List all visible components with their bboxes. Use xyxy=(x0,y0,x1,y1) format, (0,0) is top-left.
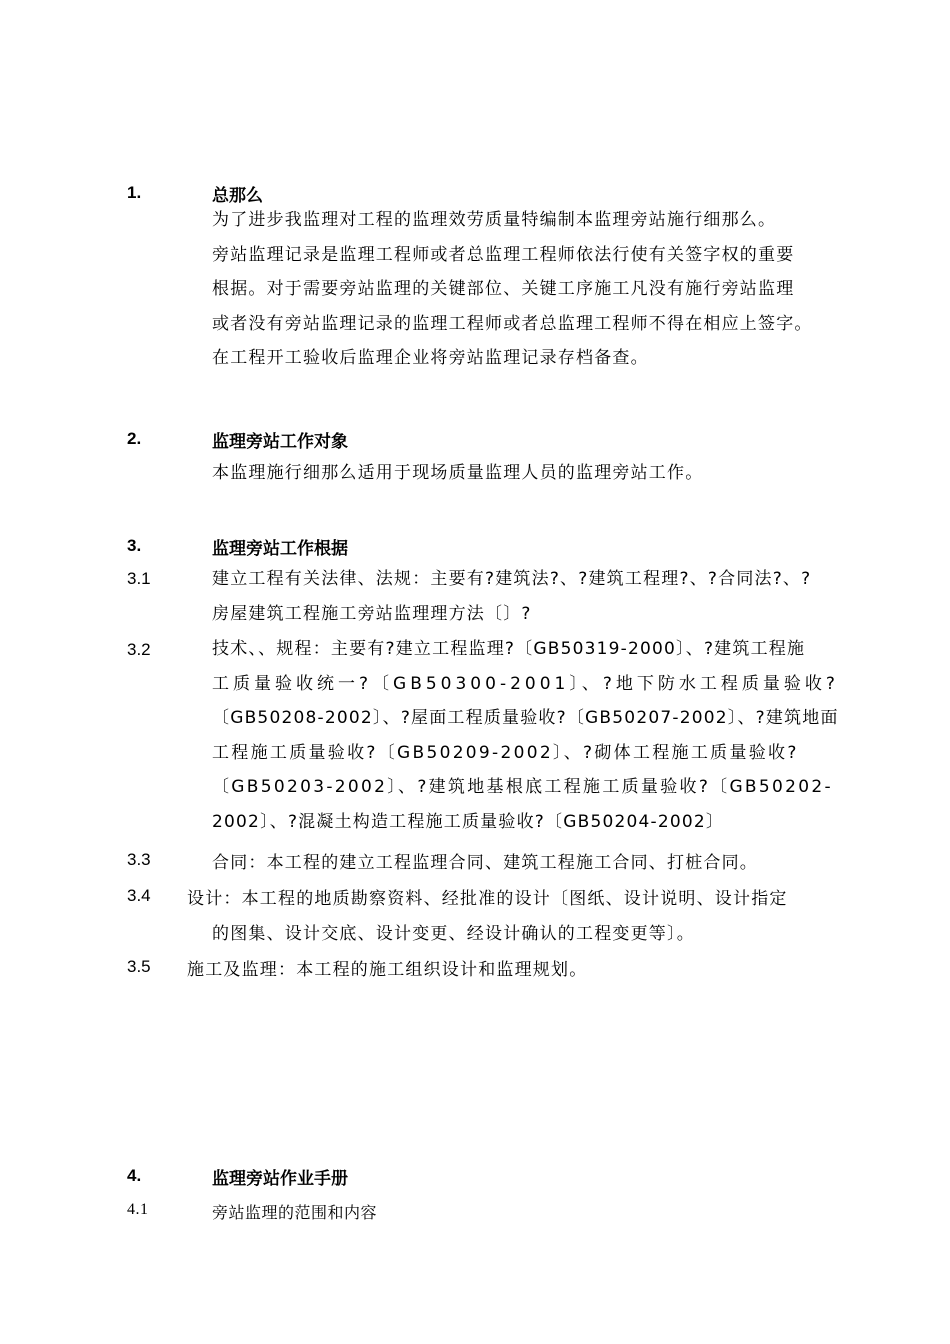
item-3-2-body xyxy=(212,632,839,839)
section-1-title: 总那么 xyxy=(212,186,263,206)
item-line: 〔GB50208-2002〕、?屋面工程质量验收?〔GB50207-2002〕、?建筑地面 xyxy=(212,708,839,728)
item-3-5-text: 施工及监理：本工程的施工组织设计和监理规划。 xyxy=(187,960,588,980)
section-1-body xyxy=(212,203,813,376)
item-3-2-number: 3.2 xyxy=(127,640,151,659)
section-1-number: 1. xyxy=(127,183,142,202)
section-2-number: 2. xyxy=(127,429,142,448)
section-3-number: 3. xyxy=(127,536,142,555)
item-3-1-number: 3.1 xyxy=(127,569,151,588)
section-2-title: 监理旁站工作对象 xyxy=(212,432,348,452)
paragraph-line: 根据。对于需要旁站监理的关键部位、关键工序施工凡没有施行旁站监理 xyxy=(212,279,795,299)
paragraph-line: 为了进步我监理对工程的监理效劳质量特编制本监理旁站施行细那么。 xyxy=(212,210,777,230)
item-line: 房屋建筑工程施工旁站监理理方法〔〕? xyxy=(212,603,532,624)
item-3-3-number: 3.3 xyxy=(127,850,151,869)
section-4-number: 4. xyxy=(127,1166,142,1185)
item-3-1-body xyxy=(212,562,811,631)
item-4-1-text: 旁站监理的范围和内容 xyxy=(212,1203,378,1222)
paragraph-line: 旁站监理记录是监理工程师或者总监理工程师依法行使有关签字权的重要 xyxy=(212,244,795,265)
section-3-title: 监理旁站工作根据 xyxy=(212,539,348,559)
section-2-body xyxy=(212,456,703,491)
item-3-3-text: 合同：本工程的建立工程监理合同、建筑工程施工合同、打桩合同。 xyxy=(212,853,758,873)
section-4-title: 监理旁站作业手册 xyxy=(212,1169,348,1189)
item-3-4-line-1: 设计：本工程的地质勘察资料、经批准的设计〔图纸、设计说明、设计指定 xyxy=(187,889,788,909)
item-line: 工程施工质量验收?〔GB50209-2002〕、?砌体工程施工质量验收? xyxy=(212,742,799,763)
item-3-4-number: 3.4 xyxy=(127,886,151,905)
paragraph-line: 在工程开工验收后监理企业将旁站监理记录存档备查。 xyxy=(212,348,649,368)
item-line: 技术、、规程：主要有?建立工程监理?〔GB50319-2000〕、?建筑工程施 xyxy=(212,639,806,659)
item-line: 〔GB50203-2002〕、?建筑地基根底工程施工质量验收?〔GB50202- xyxy=(212,777,833,797)
paragraph-line: 或者没有旁站监理记录的监理工程师或者总监理工程师不得在相应上签字。 xyxy=(212,313,813,334)
item-line: 工质量验收统一?〔GB50300-2001〕、?地下防水工程质量验收? xyxy=(212,673,839,694)
item-line: 2002〕、?混凝土构造工程施工质量验收?〔GB50204-2002〕 xyxy=(212,811,725,832)
item-3-5-number: 3.5 xyxy=(127,957,151,976)
item-3-4-line-2: 的图集、设计交底、设计变更、经设计确认的工程变更等〕。 xyxy=(212,924,695,944)
paragraph-line: 本监理施行细那么适用于现场质量监理人员的监理旁站工作。 xyxy=(212,463,704,483)
item-4-1-number: 4.1 xyxy=(127,1201,149,1218)
item-line: 建立工程有关法律、法规：主要有?建筑法?、?建筑工程理?、?合同法?、? xyxy=(212,569,812,589)
